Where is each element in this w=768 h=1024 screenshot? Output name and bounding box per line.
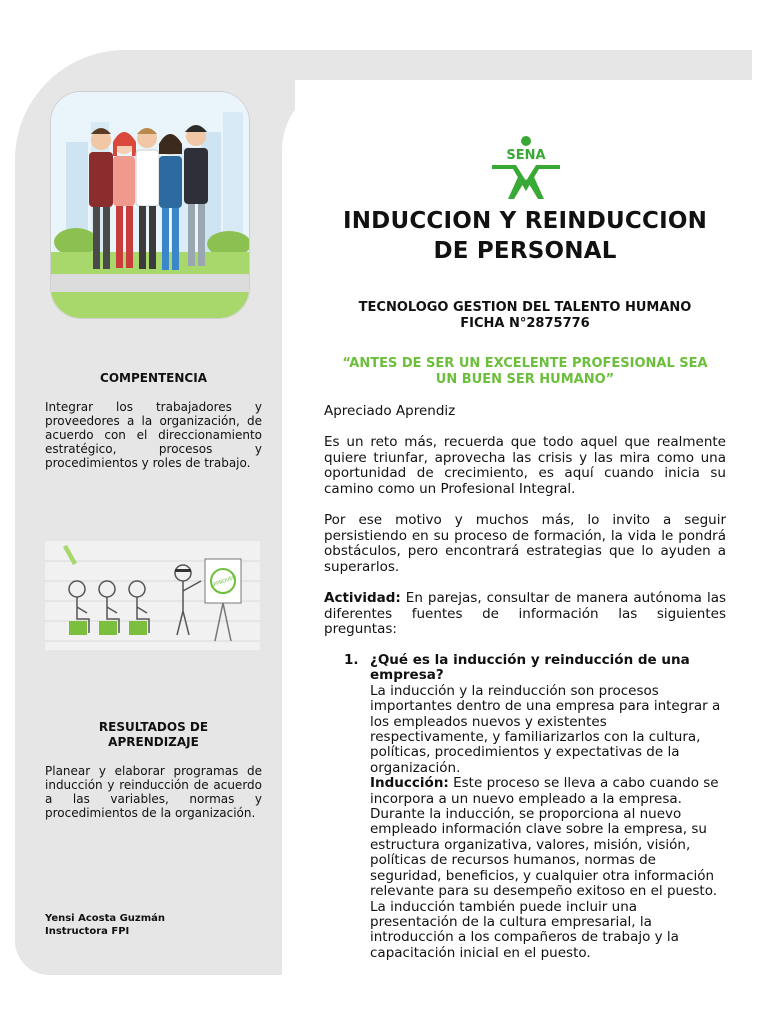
competencia-text: Integrar los trabajadores y proveedores a la organización, de acuerdo con el direccionamiento estratégico, procesos y procedimientos y roles de trabajo. (45, 400, 262, 470)
author-block (45, 912, 165, 938)
induction-label: Inducción: (370, 775, 449, 792)
approved-stamp: APPROVED (209, 574, 238, 590)
question-number: 1. (344, 652, 359, 668)
paragraph-1: Es un reto más, recuerda que todo aquel que realmente quiere triunfar, aprovecha las crisis y las mira como una oportunidad de crecimiento, es aquí cuando inicia su camino como un Profesional Integral. (324, 434, 726, 497)
greeting: Apreciado Aprendiz (324, 403, 456, 419)
induction-text: Este proceso se lleva a cabo cuando se incorpora a un nuevo empleado a la empresa. Durante la inducción, se proporciona al nuevo empleado información clave sobre la empresa, su estructura organizativa, valores, misión, visión, políticas de recursos humanos, normas de seguridad, beneficios, y cualquier otra información relevante para su desempeño exitoso en el puesto. La inducción también puede incluir una presentación de la cultura empresarial, la introducción a los compañeros de trabajo y la capacitación inicial en el puesto. (370, 775, 719, 961)
activity-text: En parejas, consultar de manera autónoma las diferentes fuentes de información las siguientes preguntas: (324, 590, 726, 637)
quote-line2: UN BUEN SER HUMANO” (435, 372, 615, 387)
resultados-title-line2: APRENDIZAJE (108, 735, 199, 749)
meeting-illustration (45, 541, 260, 650)
header-band (255, 50, 752, 80)
induction-paragraph (370, 776, 726, 961)
answer-text: La inducción y la reinducción son procesos importantes dentro de una empresa para integrar a los empleados nuevos y existentes respectivamente, y familiarizarlos con la cultura, políticas, procedimientos y expectativas de la organización. (370, 682, 721, 776)
quote-line1: “ANTES DE SER UN EXCELENTE PROFESIONAL SEA (342, 356, 708, 371)
sena-logo (488, 135, 564, 205)
author-role: Instructora FPI (45, 926, 130, 937)
sena-logo-text: SENA (506, 148, 546, 163)
question-item (370, 653, 726, 961)
question-text: ¿Qué es la inducción y reinducción de una empresa? (370, 652, 690, 684)
program-name: TECNOLOGO GESTION DEL TALENTO HUMANO (358, 300, 692, 315)
activity-label: Actividad: (324, 590, 401, 606)
competencia-title: COMPENTENCIA (100, 371, 207, 385)
team-illustration (51, 92, 249, 318)
motivational-quote (324, 356, 726, 388)
page-title-line1: INDUCCION Y REINDUCCION (342, 208, 708, 234)
resultados-text: Planear y elaborar programas de inducción y reinducción de acuerdo a las variables, normas y procedimientos de la organización. (45, 764, 262, 820)
author-name: Yensi Acosta Guzmán (45, 913, 166, 924)
resultados-title (45, 720, 262, 750)
resultados-title-line1: RESULTADOS DE (98, 720, 209, 734)
page-title (318, 206, 732, 266)
page-title-line2: DE PERSONAL (433, 238, 617, 264)
activity-paragraph (324, 591, 726, 638)
program-ficha: FICHA N°2875776 (460, 316, 590, 331)
paragraph-2: Por ese motivo y muchos más, lo invito a seguir persistiendo en su proceso de formación, la vida le pondrá obstáculos, pero encontrará estrategias que lo ayuden a superarlos. (324, 512, 726, 575)
program-info (322, 300, 728, 332)
